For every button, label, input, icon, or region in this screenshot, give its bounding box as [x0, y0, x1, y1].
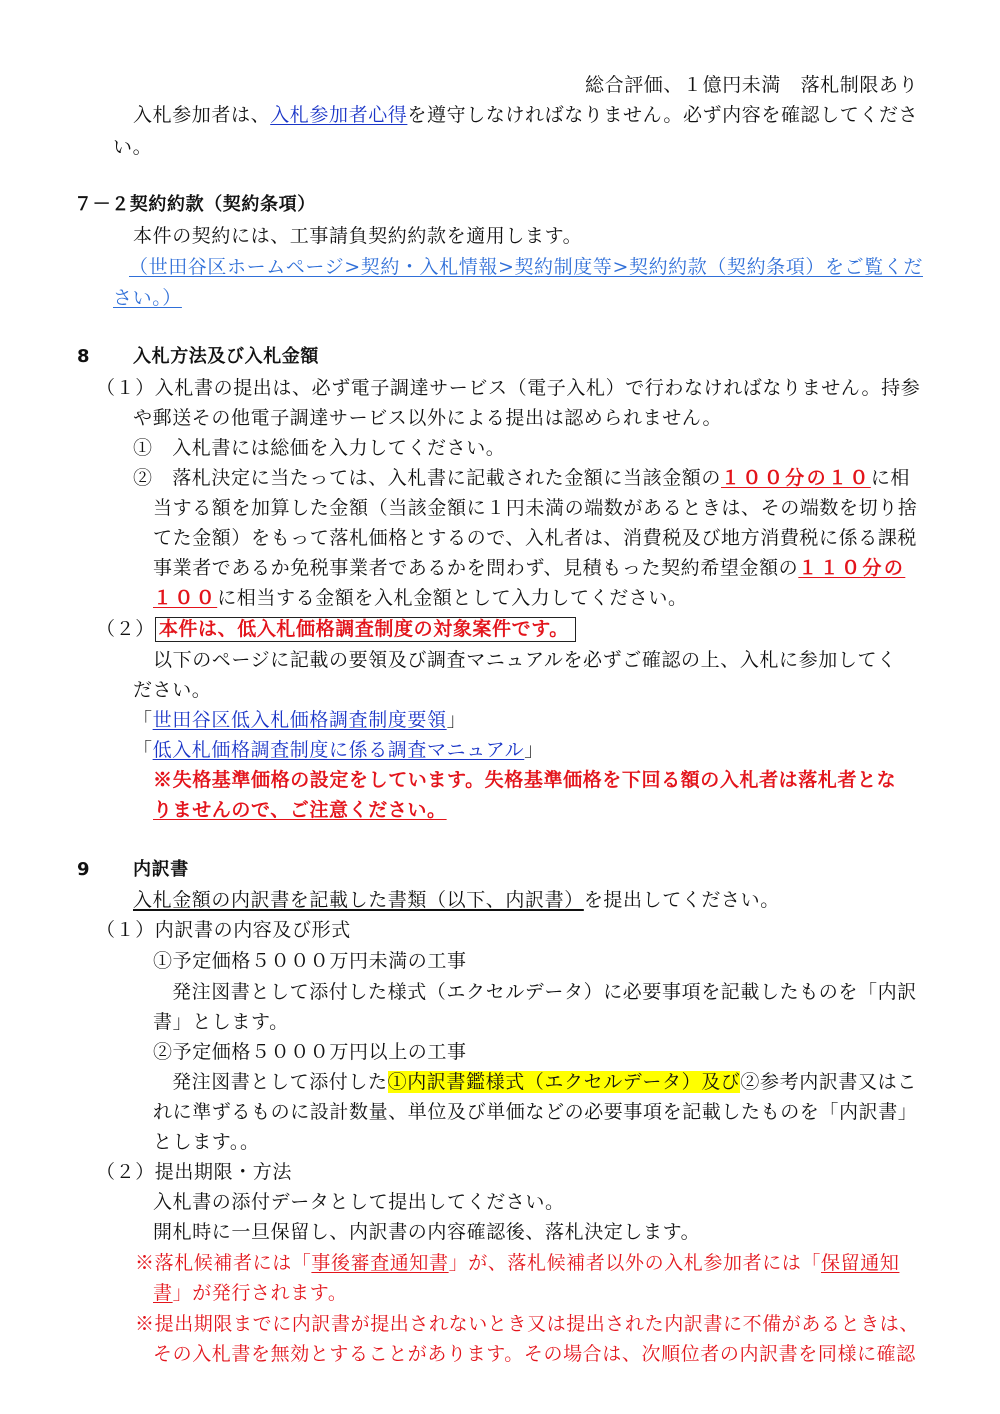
- section-9-case-1-text: 発注図書として添付した様式（エクセルデータ）に必要事項を記載したものを「内訳: [172, 981, 917, 1003]
- rate-100-10: １００分の１０: [721, 467, 871, 489]
- participant-notice: 入札参加者は、入札参加者心得を遵守しなければなりません。必ず内容を確認してくださ: [133, 104, 919, 126]
- section-9-p1: （１）内訳書の内容及び形式: [96, 919, 351, 941]
- document-classification: 総合評価、１億円未満 落札制限あり: [585, 74, 919, 96]
- section-8-item-2: ② 落札決定に当たっては、入札書に記載された金額に当該金額の１００分の１０に相: [133, 467, 911, 489]
- notice-issued-docs: ※落札候補者には「事後審査通知書」が、落札候補者以外の入札参加者には「保留通知: [135, 1252, 900, 1274]
- section-9-case-2-text: 発注図書として添付した①内訳書鑑様式（エクセルデータ）及び②参考内訳書又はこ: [172, 1071, 917, 1093]
- section-9-case-2-l3: とします。。: [153, 1131, 260, 1153]
- section-9-case-2-l2: れに準ずるものに設計数量、単位及び単価などの必要事項を記載したものを「内訳書」: [153, 1101, 918, 1123]
- section-9-intro: 入札金額の内訳書を記載した書類（以下、内訳書）を提出してください。: [133, 889, 780, 911]
- section-9-number: 9: [77, 859, 91, 880]
- section-9-title: 内訳書: [133, 859, 189, 880]
- notice-issued-docs-cont: 書」が発行されます。: [153, 1282, 348, 1304]
- highlighted-form-text: ①内訳書鑑様式（エクセルデータ）及び: [387, 1071, 741, 1093]
- low-bid-manual-link[interactable]: 低入札価格調査制度に係る調査マニュアル: [152, 739, 525, 761]
- section-8-p2: （２） 本件は、低入札価格調査制度の対象案件です。: [96, 616, 576, 642]
- section-9-p2-text1: 入札書の添付データとして提出してください。: [153, 1191, 565, 1213]
- section-8-p1-cont: や郵送その他電子調達サービス以外による提出は認められません。: [133, 407, 723, 429]
- section-7-2-text: 本件の契約には、工事請負契約約款を適用します。: [133, 225, 583, 247]
- section-9-p2: （２）提出期限・方法: [96, 1161, 293, 1183]
- contract-terms-link[interactable]: （世田谷区ホームページ>契約・入札情報>契約制度等>契約約款（契約条項）をご覧くだ: [129, 256, 923, 278]
- disqualification-warning-cont: りませんので、ご注意ください。: [153, 799, 447, 821]
- section-8-title: 入札方法及び入札金額: [133, 346, 319, 367]
- section-8-p1: （１）入札書の提出は、必ず電子調達サービス（電子入札）で行わなければなりません。持参: [96, 377, 921, 399]
- low-bid-notice-box: 本件は、低入札価格調査制度の対象案件です。: [155, 617, 576, 642]
- section-8-p2-text-cont: ださい。: [133, 679, 212, 701]
- section-8-item-2-l2: 当する額を加算した金額（当該金額に１円未満の端数があるときは、その端数を切り捨: [153, 497, 918, 519]
- section-7-2-title: ７－２契約約款（契約条項）: [74, 194, 316, 215]
- notice-invalid-bid-cont: その入札書を無効とすることがあります。その場合は、次順位者の内訳書を同様に確認: [153, 1343, 916, 1365]
- section-8-item-2-l3: てた金額）をもって落札価格とするので、入札者は、消費税及び地方消費税に係る課税: [153, 527, 918, 549]
- low-bid-guideline-link[interactable]: 世田谷区低入札価格調査制度要領: [152, 709, 447, 731]
- rate-110-100-b: １００: [153, 587, 218, 609]
- section-9-case-1: ①予定価格５０００万円未満の工事: [153, 950, 467, 972]
- rate-110-100-a: １１０分の: [798, 557, 906, 579]
- section-8-item-2-l4: 事業者であるか免税事業者であるかを問わず、見積もった契約希望金額の１１０分の: [153, 557, 906, 579]
- section-8-item-1: ① 入札書には総価を入力してください。: [133, 437, 506, 459]
- contract-terms-link-cont[interactable]: さい。）: [113, 287, 182, 309]
- low-bid-guideline-line: 「世田谷区低入札価格調査制度要領」: [133, 709, 467, 731]
- section-8-number: 8: [77, 346, 91, 367]
- section-9-case-1-text-cont: 書」とします。: [153, 1011, 289, 1033]
- section-9-p2-text2: 開札時に一旦保留し、内訳書の内容確認後、落札決定します。: [153, 1221, 701, 1243]
- participant-notice-cont: い。: [113, 136, 153, 158]
- section-8-p2-text: 以下のページに記載の要領及び調査マニュアルを必ずご確認の上、入札に参加してく: [153, 649, 897, 671]
- disqualification-warning: ※失格基準価格の設定をしています。失格基準価格を下回る額の入札者は落札者とな: [153, 769, 897, 791]
- participant-rules-link[interactable]: 入札参加者心得: [270, 104, 408, 126]
- notice-invalid-bid: ※提出期限までに内訳書が提出されないとき又は提出された内訳書に不備があるときは、: [135, 1313, 920, 1335]
- low-bid-manual-line: 「低入札価格調査制度に係る調査マニュアル」: [133, 739, 544, 761]
- section-9-case-2: ②予定価格５０００万円以上の工事: [153, 1041, 467, 1063]
- section-8-item-2-l5: １００に相当する金額を入札金額として入力してください。: [153, 587, 688, 609]
